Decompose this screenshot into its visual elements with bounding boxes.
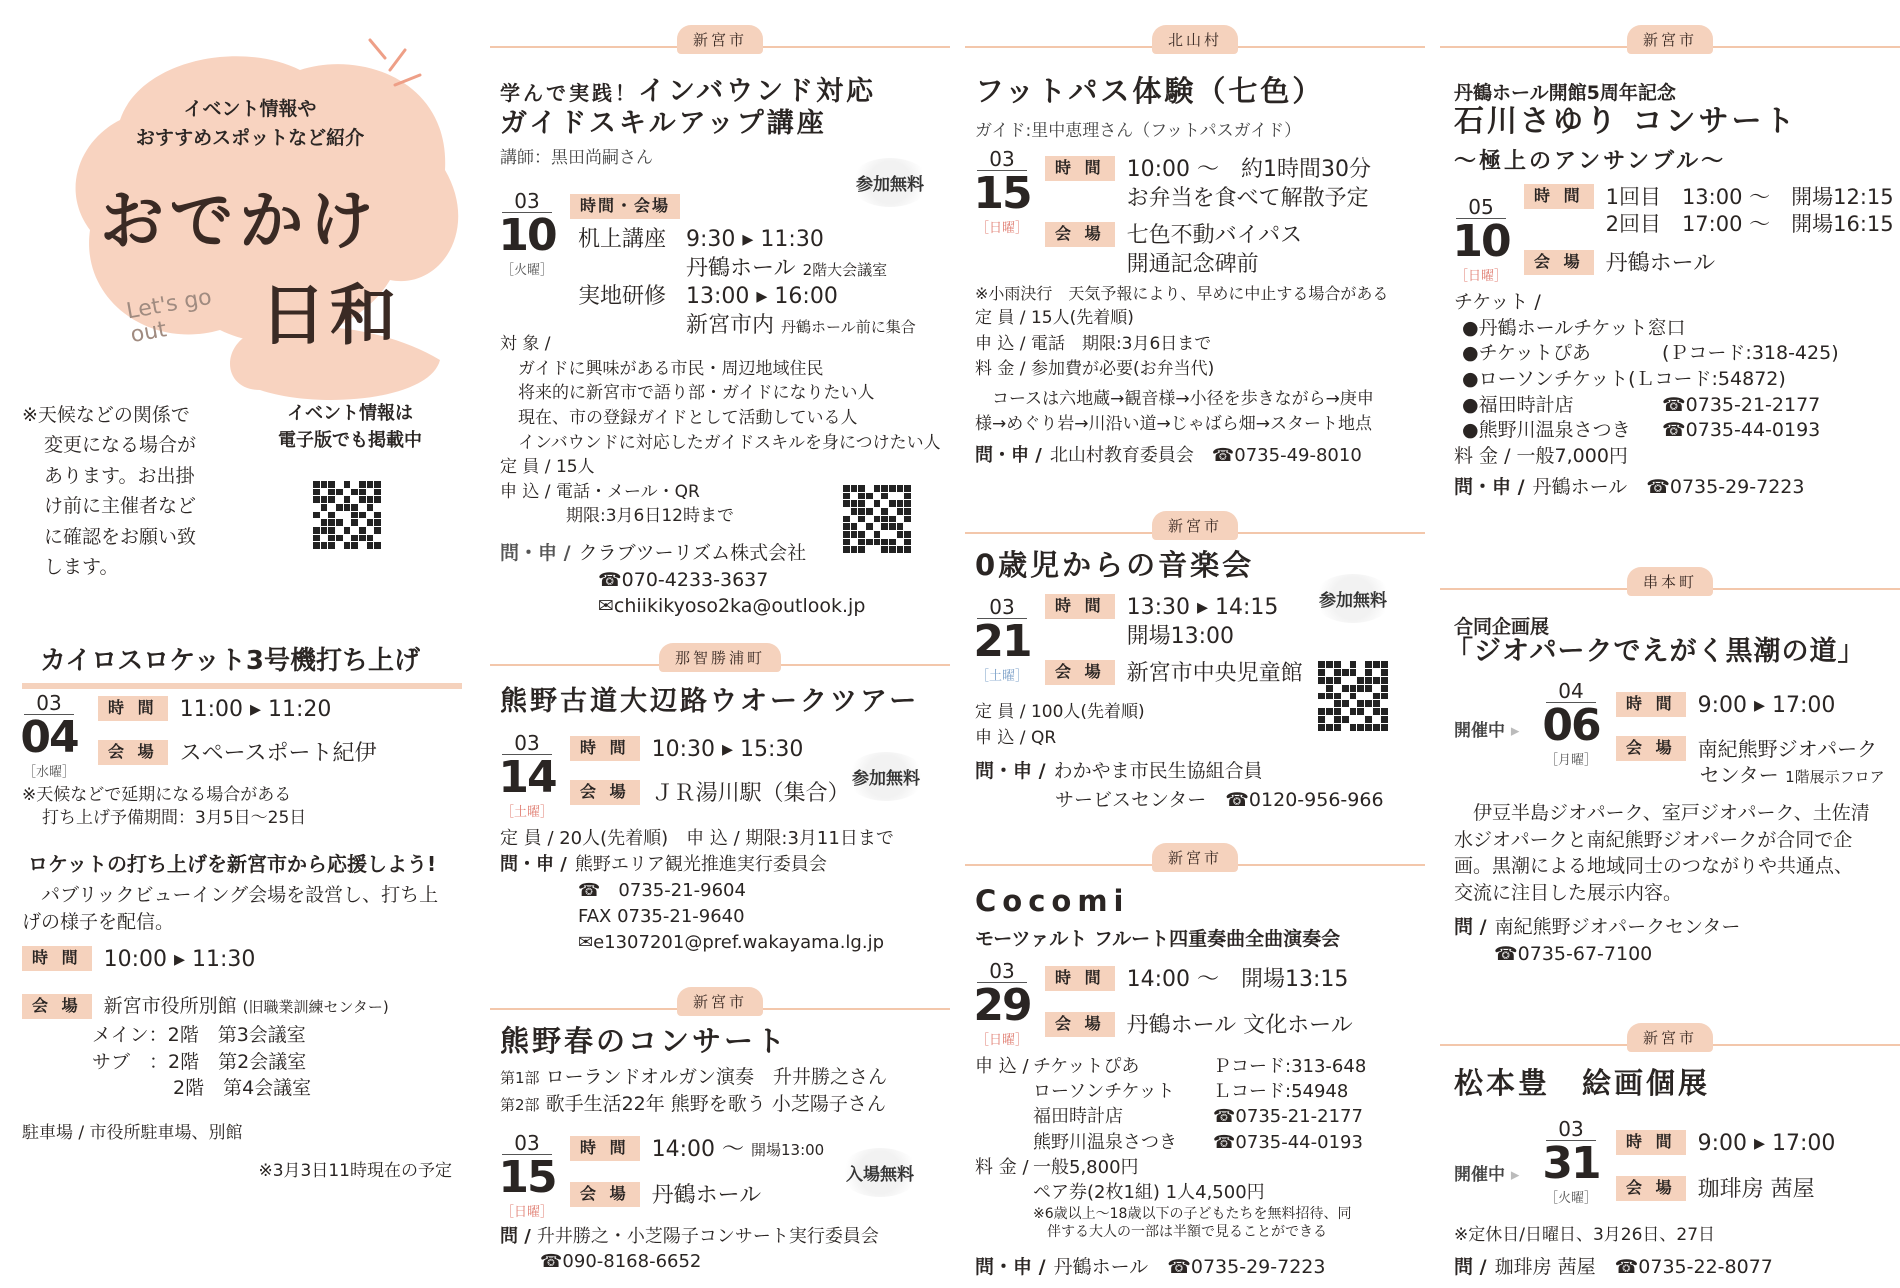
apply-1-value: Ｐコード:313-648: [1213, 1056, 1367, 1077]
date-weekday: ［土曜］: [975, 669, 1028, 685]
time-label: 時 間: [1045, 594, 1115, 619]
footpath-apply: 申 込 / 電話 期限:3月6日まで: [975, 333, 1212, 354]
concert-time: 14:00 ～: [651, 1137, 744, 1162]
target-2: 将来的に新宮市で語り部・ガイドになりたい人: [518, 383, 875, 404]
music-time-1: 13:30 ▸ 14:15: [1126, 595, 1279, 620]
date-day: 31: [1542, 1138, 1600, 1189]
online-line-1: イベント情報は: [287, 403, 413, 424]
footpath-time-1: 10:00 ～ 約1時間30分: [1126, 157, 1371, 182]
music-time-2: 開場13:00: [1126, 623, 1234, 649]
free-badge: 参加無料: [846, 752, 926, 801]
ishikawa-tickets: [1454, 290, 1839, 501]
cocomi-venue-row: [1045, 1012, 1353, 1041]
area-name: 新宮市: [1152, 843, 1238, 872]
cocomi-contact: [975, 1252, 1325, 1279]
date-day: 15: [498, 1152, 556, 1203]
pv-rooms: [92, 1022, 311, 1102]
rocket-time-row: [98, 696, 331, 725]
music-time-row: [1045, 594, 1278, 651]
geopark-desc-3: 画。黒潮による地域同士のつながりや共通点、: [1454, 855, 1854, 878]
footpath-rain: ※小雨決行 天気予報により、早めに中止する場合がある: [975, 284, 1389, 303]
rocket-notes: [22, 784, 306, 830]
cocomi-note-1: ※6歳以上～18歳以下の子どもたちを無料招待、同: [1033, 1206, 1352, 1223]
cocomi-title: Cocomi: [975, 884, 1130, 918]
music-date: [971, 596, 1033, 684]
cocomi-time-row: [1045, 966, 1348, 995]
apply-4-value: ☎0735-44-0193: [1213, 1131, 1363, 1153]
walk-time-row: [570, 736, 803, 765]
date-weekday: ［日曜］: [500, 1205, 553, 1221]
fee-1: 一般5,800円: [1033, 1156, 1139, 1178]
event-rocket: [22, 640, 462, 689]
ticket-2-value: (Ｐコード:318-425): [1662, 342, 1839, 365]
area-tag-matsumoto: [1440, 1020, 1900, 1054]
time-label: 時 間: [1616, 1130, 1686, 1155]
contact-mail[interactable]: ✉chiikikyoso2ka@outlook.jp: [598, 595, 866, 618]
rocket-date: [18, 692, 80, 780]
contact-tel: ☎070-4233-3637: [598, 568, 769, 591]
area-tag-music: [965, 508, 1425, 542]
contact-name: 珈琲房 茜屋: [1494, 1256, 1596, 1278]
contact-fax: FAX 0735-21-9640: [578, 906, 745, 928]
venue-label: 会 場: [570, 780, 640, 805]
venue-label: 会 場: [1045, 1012, 1115, 1037]
area-name: 串本町: [1627, 567, 1713, 596]
date-weekday: ［水曜］: [22, 765, 75, 781]
music-cap: 定 員 / 100人(先着順): [975, 702, 1145, 722]
contact-tel: ☎ 0735-21-9604: [578, 880, 746, 902]
target-3: 現在、市の登録ガイドとして活動している人: [518, 407, 858, 428]
walk-venue: ＪＲ湯川駅（集合）: [651, 781, 850, 806]
ticket-label: チケット /: [1454, 291, 1541, 313]
footpath-cap: 定 員 / 15人(先着順): [975, 308, 1134, 328]
ishikawa-subtitle: ～極上のアンサンブル～: [1454, 149, 1727, 174]
apply-label: 申 込 /: [975, 1056, 1029, 1077]
venue-label: 会 場: [22, 994, 92, 1019]
contact-label: 問・申 /: [975, 760, 1046, 782]
ticket-5: ●熊野川温泉さつき: [1462, 419, 1631, 442]
concert-title: 熊野春のコンサート: [500, 1024, 789, 1058]
contact-name: クラブツーリズム株式会社: [578, 542, 807, 564]
intro-line-2: おすすめスポットなど紹介: [135, 126, 365, 149]
apply-4: 熊野川温泉さつき: [1033, 1131, 1177, 1153]
time-label: 時 間: [22, 946, 92, 971]
ishikawa-fee: 料 金 / 一般7,000円: [1454, 444, 1628, 467]
ticket-4-value: ☎0735-21-2177: [1662, 393, 1821, 416]
matsumoto-title: 松本豊 絵画個展: [1454, 1066, 1711, 1100]
notice-line: あります。お出掛: [44, 464, 195, 487]
date-weekday: ［火曜］: [500, 263, 553, 279]
time-label: 時 間: [1524, 184, 1594, 209]
deadline: 期限:3月6日12時まで: [566, 506, 734, 527]
time-label: 時 間: [1616, 692, 1686, 717]
apply-3-value: ☎0735-21-2177: [1213, 1106, 1363, 1128]
date-month: 03: [502, 732, 552, 755]
date-month: 03: [977, 148, 1027, 171]
rocket-note-2: 打ち上げ予備期間：3月5日～25日: [42, 807, 307, 828]
time-label: 時 間: [1045, 156, 1115, 181]
ongoing-label: 開催中: [1454, 721, 1505, 741]
geopark-venue-1: 南紀熊野ジオパーク: [1697, 737, 1878, 761]
time-label: 時 間: [570, 1136, 640, 1161]
time-venue-label: 時間・会場: [570, 194, 680, 219]
apply-2: ローソンチケット: [1033, 1081, 1175, 1103]
area-tag-ishikawa: [1440, 22, 1900, 56]
area-tag-footpath: [965, 22, 1425, 56]
ishikawa-title: 石川さゆり コンサート: [1454, 104, 1798, 139]
sub-label: サブ ：: [92, 1050, 169, 1073]
guide-title-1: インバウンド対応: [638, 76, 877, 107]
part2-label: 第2部: [500, 1095, 540, 1114]
footpath-date: [971, 148, 1033, 236]
sub-room-1: 2階 第2会議室: [168, 1050, 307, 1073]
rocket-venue-row: [98, 740, 376, 769]
cocomi-note-2: 伴する大人の一部は半額で見ることができる: [1047, 1224, 1327, 1241]
time-label: 時 間: [1045, 966, 1115, 991]
ishikawa-venue-row: [1524, 250, 1715, 279]
ishikawa-time-2: 2回目 17:00 ～ 開場16:15: [1605, 212, 1894, 237]
footpath-venue-1: 七色不動バイパス: [1126, 223, 1303, 248]
pv-venue-note: (旧職業訓練センター): [242, 998, 389, 1016]
contact-name: 南紀熊野ジオパークセンター: [1494, 916, 1741, 939]
rocket-time: 11:00 ▸ 11:20: [179, 697, 332, 722]
date-weekday: ［日曜］: [975, 1033, 1028, 1049]
footpath-time-row: [1045, 156, 1371, 213]
geopark-desc-2: 水ジオパークと南紀熊野ジオパークが合同で企: [1454, 828, 1853, 851]
contact-tel: ☎0735-67-7100: [1494, 942, 1653, 965]
ishikawa-time-1: 1回目 13:00 ～ 開場12:15: [1605, 185, 1894, 209]
date-month: 05: [1456, 196, 1506, 219]
contact-label: 問・申 /: [1454, 476, 1525, 499]
rocket-venue: スペースポート紀伊: [179, 741, 377, 766]
date-month: 03: [977, 960, 1027, 983]
venue-label: 会 場: [1045, 222, 1115, 247]
support-desc-2: げの様子を配信。: [22, 910, 175, 933]
free-badge: 参加無料: [850, 158, 930, 207]
geopark-venue-row: [1616, 736, 1885, 788]
contact-name: 熊野エリア観光推進実行委員会: [574, 854, 827, 876]
ticket-1: ●丹鶴ホールチケット窓口: [1462, 316, 1686, 339]
music-apply: 申 込 / QR: [975, 727, 1057, 748]
date-day: 06: [1542, 700, 1600, 751]
footpath-course-1: コースは六地蔵→観音様→小径を歩きながら→庚申: [975, 388, 1374, 409]
area-name: 新宮市: [677, 25, 763, 54]
music-details: [975, 700, 1384, 814]
sched-2-place: 新宮市内: [686, 312, 775, 338]
part2-desc: 歌手生活22年 熊野を歌う: [545, 1092, 766, 1115]
ishikawa-lead: 丹鶴ホール開館5周年記念: [1454, 82, 1676, 104]
area-name: 北山村: [1152, 25, 1238, 54]
column-3: [965, 0, 1425, 1288]
matsumoto-venue: 珈琲房 茜屋: [1697, 1177, 1815, 1202]
ticket-5-value: ☎0735-44-0193: [1662, 419, 1821, 442]
contact-tel: ☎0120-956-966: [1225, 788, 1384, 811]
footpath-venue-2: 開通記念碑前: [1126, 251, 1259, 277]
capacity: 定 員 / 15人: [500, 457, 595, 478]
online-line-2: 電子版でも掲載中: [278, 430, 422, 451]
sched-1-label: 机上講座: [578, 227, 667, 252]
contact-label: 問・申 /: [975, 1256, 1046, 1278]
venue-label: 会 場: [98, 740, 168, 765]
footpath-course-2: 様→めぐり岩→川沿い道→じゃばら畑→スタート地点: [975, 414, 1372, 434]
apply: 申 込 / 電話・メール・QR: [500, 481, 700, 502]
concert-time-row: [570, 1136, 824, 1165]
guide-title: [500, 76, 876, 168]
geopark-time: 9:00 ▸ 17:00: [1697, 693, 1836, 718]
concert-venue-row: [570, 1182, 761, 1211]
header-title-bottom: 日和: [260, 276, 400, 354]
guide-lecturer: 講師：黒田尚嗣さん: [500, 147, 653, 168]
matsumoto-ongoing: [1454, 1160, 1519, 1185]
apply-1: チケットぴあ: [1033, 1056, 1140, 1077]
footpath-venue-row: [1045, 222, 1302, 279]
geopark-desc-1: 伊豆半島ジオパーク、室戸ジオパーク、土佐清: [1454, 802, 1870, 824]
online-info: [255, 400, 445, 454]
cocomi-venue: 丹鶴ホール 文化ホール: [1126, 1013, 1353, 1038]
parking: 駐車場 / 市役所駐車場、別館: [22, 1123, 243, 1143]
sub-room-2: 2階 第4会議室: [173, 1077, 312, 1100]
main-room: 2階 第3会議室: [167, 1024, 306, 1046]
matsumoto-closed: ※定休日/日曜日、3月26日、27日: [1454, 1225, 1716, 1245]
part2-who: 小芝陽子さん: [771, 1092, 886, 1115]
sched-1-note: 2階大会議室: [802, 260, 888, 279]
support-title: ロケットの打ち上げを新宮市から応援しよう!: [28, 852, 437, 876]
area-tag-cocomi: [965, 840, 1425, 874]
area-name: 新宮市: [1627, 25, 1713, 54]
sched-2-label: 実地研修: [578, 284, 667, 310]
walk-cap: 定 員 / 20人(先着順) 申 込 / 期限:3月11日まで: [500, 828, 894, 849]
guide-lead: 学んで実践！: [500, 81, 638, 105]
area-name: 新宮市: [1627, 1023, 1713, 1052]
date-day: 15: [973, 168, 1031, 219]
footpath-title: フットパス体験（七色）: [975, 74, 1325, 108]
footpath-guide: ガイド:里中恵理さん（フットパスガイド）: [975, 121, 1302, 141]
apply-2-value: Ｌコード:54948: [1213, 1081, 1349, 1103]
matsumoto-contact: [1454, 1252, 1773, 1279]
music-venue-row: [1045, 660, 1303, 689]
target-1: ガイドに興味がある市民・周辺地域住民: [518, 358, 824, 379]
lets-go-out: Let's go out: [124, 284, 214, 349]
contact-name: 升井勝之・小芝陽子コンサート実行委員会: [536, 1226, 879, 1247]
contact-tel: ☎0735-29-7223: [1646, 476, 1805, 499]
walk-date: [496, 732, 558, 820]
walk-details: [500, 826, 894, 956]
contact-mail[interactable]: ✉e1307201@pref.wakayama.lg.jp: [578, 932, 885, 954]
notice-line: に確認をお願い致: [44, 525, 197, 548]
geopark-desc-4: 交流に注目した展示内容。: [1454, 881, 1683, 904]
geopark-venue-2: センター: [1699, 763, 1779, 787]
concert-program: [500, 1064, 887, 1117]
cocomi-time: 14:00 ～ 開場13:15: [1126, 967, 1349, 992]
venue-label: 会 場: [570, 1182, 640, 1207]
venue-label: 会 場: [1524, 250, 1594, 275]
as-of-note: ※3月3日11時現在の予定: [258, 1161, 452, 1181]
column-2: [490, 0, 950, 1288]
contact-name: 丹鶴ホール: [1053, 1256, 1149, 1278]
intro-line-1: イベント情報や: [183, 98, 317, 120]
date-day: 10: [1452, 216, 1510, 267]
area-tag-walk: [490, 640, 950, 674]
rocket-title: カイロスロケット3号機打ち上げ: [22, 640, 462, 689]
free-admission-badge: 入場無料: [840, 1148, 920, 1197]
contact-name-1: わかやま市民生協組合員: [1053, 760, 1263, 782]
ishikawa-date: [1450, 196, 1512, 284]
sched-1-time: 9:30 ▸ 11:30: [686, 227, 824, 252]
contact-name-2: サービスセンター: [1055, 788, 1207, 811]
time-label: 時 間: [570, 736, 640, 761]
date-day: 04: [20, 712, 78, 763]
pv-time: 10:00 ▸ 11:30: [103, 947, 256, 972]
column-1: [0, 0, 470, 1288]
date-month: 03: [502, 1132, 552, 1155]
column-4: [1440, 0, 1900, 1288]
guide-schedule: [578, 226, 916, 340]
part1-who: 升井勝之さん: [773, 1066, 888, 1088]
ticket-3: ●ローソンチケット(Ｌコード:54872): [1462, 367, 1786, 390]
pv-time-row: [22, 946, 255, 975]
area-name: 那智勝浦町: [659, 643, 781, 672]
ongoing-label: 開催中: [1454, 1165, 1505, 1185]
support-desc-1: パブリックビューイング会場を設営し、打ち上: [22, 884, 439, 906]
geopark-title: 「ジオパークでえがく黒潮の道」: [1446, 636, 1866, 667]
notice-line: します。: [44, 555, 119, 578]
main-label: メイン：: [92, 1024, 168, 1046]
header-intro: [120, 95, 380, 152]
date-day: 29: [973, 980, 1031, 1031]
target-4: インバウンドに対応したガイドスキルを身につけたい人: [518, 432, 941, 453]
walk-venue-row: [570, 780, 850, 809]
area-name: 新宮市: [677, 987, 763, 1016]
contact-label: 問 /: [1454, 1256, 1487, 1278]
date-weekday: ［火曜］: [1544, 1191, 1597, 1207]
guide-tv-label-row: [570, 194, 692, 223]
pv-venue-row: [22, 994, 389, 1019]
support-desc: [22, 882, 438, 935]
arrow-right-icon: ▸: [1510, 1165, 1520, 1185]
date-weekday: ［日曜］: [975, 221, 1028, 237]
date-month: 03: [24, 692, 74, 715]
date-day: 14: [498, 752, 556, 803]
concert-open: 開場13:00: [750, 1141, 825, 1159]
sched-2-time: 13:00 ▸ 16:00: [686, 284, 838, 310]
footpath-details: [975, 282, 1388, 469]
fee-2: ペア券(2枚1組) 1人4,500円: [1033, 1181, 1265, 1203]
matsumoto-time-row: [1616, 1130, 1835, 1159]
venue-label: 会 場: [1045, 660, 1115, 685]
contact-label: 問・申 /: [500, 854, 567, 876]
cocomi-subtitle: モーツァルト フルート四重奏曲全曲演奏会: [975, 928, 1341, 950]
cocomi-date: [971, 960, 1033, 1048]
geopark-ongoing: [1454, 716, 1519, 741]
rocket-note-1: ※天候などで延期になる場合がある: [22, 785, 292, 805]
contact-label: 問 /: [500, 1226, 531, 1247]
arrow-right-icon: ▸: [1510, 721, 1520, 741]
part1-label: 第1部: [500, 1069, 540, 1087]
header-title-top: おでかけ: [100, 184, 380, 259]
geopark-lead: 合同企画展: [1454, 616, 1550, 638]
area-tag-guide: [490, 22, 950, 56]
contact-label: 問 /: [1454, 916, 1487, 939]
ticket-4: ●福田時計店: [1462, 393, 1574, 416]
concert-date: [496, 1132, 558, 1220]
apply-3: 福田時計店: [1033, 1106, 1123, 1128]
area-name: 新宮市: [1152, 511, 1238, 540]
qr-code-digital[interactable]: [310, 478, 384, 552]
date-weekday: ［土曜］: [500, 805, 553, 821]
pv-venue: 新宮市役所別館: [103, 995, 237, 1017]
geopark-time-row: [1616, 692, 1835, 721]
weather-notice: [22, 400, 196, 582]
date-day: 21: [973, 616, 1031, 667]
contact-tel: ☎090-8168-6652: [540, 1251, 702, 1273]
date-month: 03: [977, 596, 1027, 619]
date-month: 03: [1546, 1118, 1596, 1141]
contact-label: 問・申 /: [500, 542, 571, 564]
concert-contact: [500, 1224, 879, 1274]
part1-desc: ローランドオルガン演奏: [545, 1066, 755, 1088]
date-month: 04: [1546, 680, 1596, 703]
walk-time: 10:30 ▸ 15:30: [651, 737, 804, 762]
date-month: 03: [502, 190, 552, 213]
area-tag-concert: [490, 984, 950, 1018]
guide-title-2: ガイドスキルアップ講座: [500, 108, 827, 140]
notice-line: け前に主催者など: [44, 495, 197, 518]
notice-line: ※天候などの関係で: [22, 404, 190, 426]
ticket-2: ●チケットぴあ: [1462, 342, 1591, 365]
matsumoto-venue-row: [1616, 1176, 1815, 1205]
walk-title: 熊野古道大辺路ウオークツアー: [500, 686, 920, 717]
music-venue: 新宮市中央児童館: [1126, 661, 1303, 686]
contact-tel: ☎0735-29-7223: [1167, 1256, 1326, 1278]
venue-label: 会 場: [1616, 736, 1686, 761]
date-day: 10: [498, 210, 556, 261]
guide-contact: [500, 540, 865, 620]
geopark-desc: [1454, 800, 1870, 968]
matsumoto-time: 9:00 ▸ 17:00: [1697, 1131, 1836, 1156]
matsumoto-date: [1540, 1118, 1602, 1206]
target-label: 対 象 /: [500, 334, 551, 354]
area-tag-geopark: [1440, 564, 1900, 598]
free-badge: 参加無料: [1313, 574, 1393, 623]
geopark-date: [1540, 680, 1602, 768]
ishikawa-venue: 丹鶴ホール: [1605, 251, 1716, 276]
time-label: 時 間: [98, 696, 168, 721]
geopark-venue-note: 1階展示フロア: [1785, 768, 1885, 786]
footpath-fee: 料 金 / 参加費が必要(お弁当代): [975, 359, 1215, 379]
date-weekday: ［日曜］: [1454, 269, 1507, 285]
guide-date: [496, 190, 558, 278]
footpath-time-2: お弁当を食べて解散予定: [1126, 185, 1369, 211]
contact-name: 北山村教育委員会: [1049, 444, 1194, 466]
sched-2-note: 丹鶴ホール前に集合: [781, 317, 916, 336]
contact-label: 問・申 /: [975, 444, 1042, 466]
fee-label: 料 金 /: [975, 1156, 1029, 1178]
concert-venue: 丹鶴ホール: [651, 1183, 762, 1208]
music-title: 0歳児からの音楽会: [975, 548, 1255, 582]
cocomi-apply: [975, 1054, 1366, 1242]
contact-name: 丹鶴ホール: [1532, 476, 1628, 499]
sched-1-place: 丹鶴ホール: [686, 255, 796, 281]
ishikawa-time-row: [1524, 184, 1894, 239]
contact-tel: ☎0735-49-8010: [1211, 444, 1362, 466]
contact-tel: ☎0735-22-8077: [1614, 1256, 1773, 1278]
date-weekday: ［月曜］: [1544, 753, 1597, 769]
venue-label: 会 場: [1616, 1176, 1686, 1201]
notice-line: 変更になる場合が: [44, 434, 197, 457]
